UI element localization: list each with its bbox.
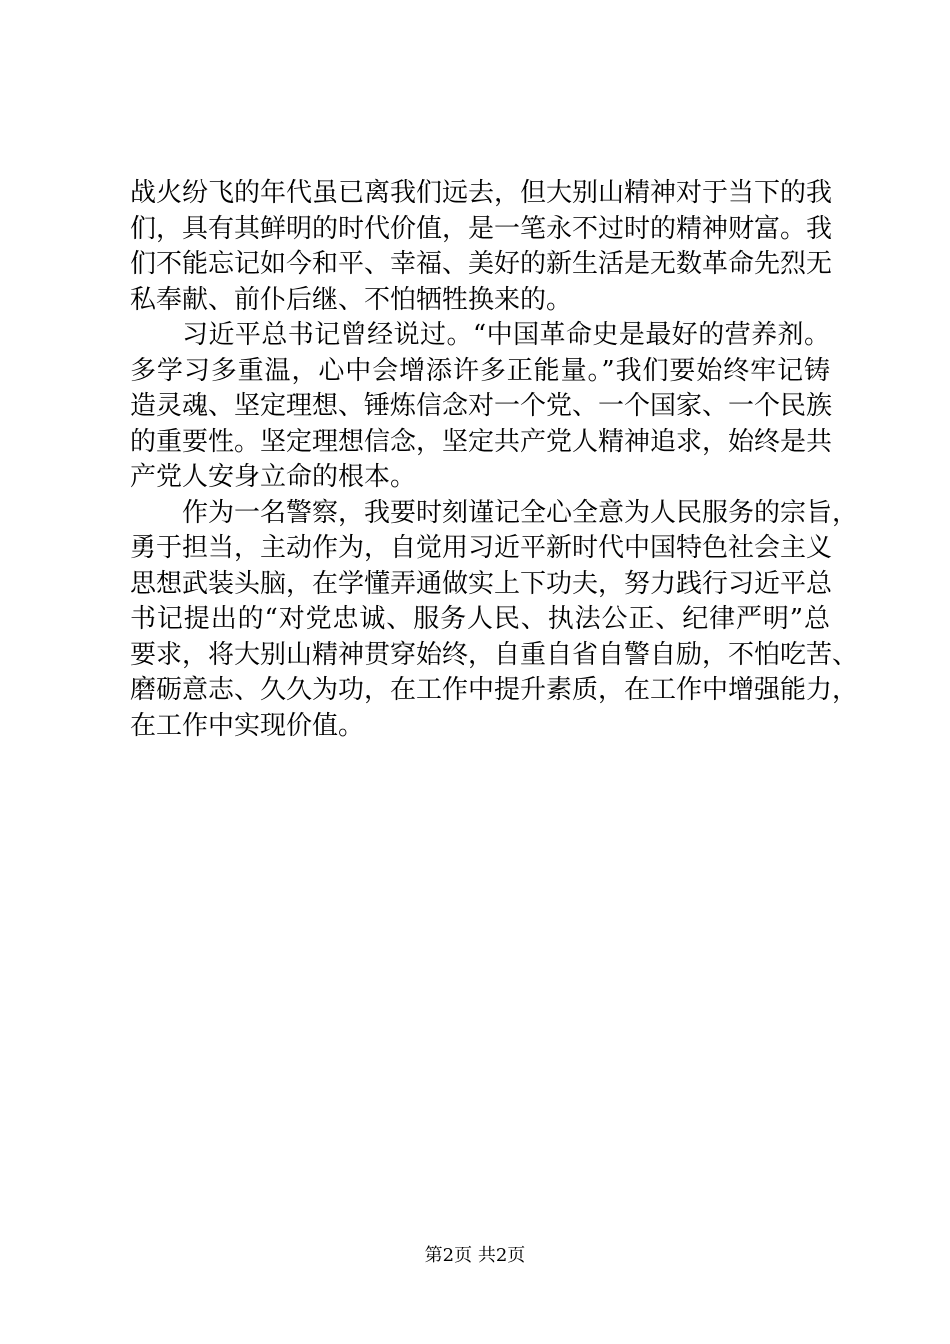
paragraph-3-line-3: 思想武装头脑，在学懂弄通做实上下功夫，努力践行习近平总 (130, 568, 833, 599)
paragraph-1-line-1: 战火纷飞的年代虽已离我们远去，但大别山精神对于当下的我 (130, 178, 833, 208)
paragraph-3-line-5: 要求，将大别山精神贯穿始终，自重自省自警自励，不怕吃苦、 (130, 639, 859, 670)
body-text (130, 176, 859, 744)
paragraph-2-line-2: 多学习多重温，心中会增添许多正能量。”我们要始终牢记铸 (130, 355, 830, 386)
paragraph-3-line-1: 作为一名警察，我要时刻谨记全心全意为人民服务的宗旨， (182, 497, 859, 528)
paragraph-1-line-2: 们，具有其鲜明的时代价值，是一笔永不过时的精神财富。我 (130, 213, 833, 244)
paragraph-3-line-6: 磨砺意志、久久为功，在工作中提升素质，在工作中增强能力， (130, 675, 859, 705)
paragraph-1-line-3: 们不能忘记如今和平、幸福、美好的新生活是无数革命先烈无 (130, 249, 833, 279)
paragraph-2-line-3: 造灵魂、坚定理想、锤炼信念对一个党、一个国家、一个民族 (130, 391, 833, 421)
paragraph-3-line-4: 书记提出的“对党忠诚、服务人民、执法公正、纪律严明”总 (130, 604, 830, 634)
paragraph-2-line-5: 产党人安身立命的根本。 (130, 462, 417, 492)
page-footer: 第2页 共2页 (424, 1245, 526, 1266)
paragraph-2-line-4: 的重要性。坚定理想信念，坚定共产党人精神追求，始终是共 (130, 426, 833, 457)
paragraph-1-line-4: 私奉献、前仆后继、不怕牺牲换来的。 (130, 284, 573, 315)
paragraph-3-line-7: 在工作中实现价值。 (130, 710, 365, 741)
paragraph-3-line-2: 勇于担当，主动作为，自觉用习近平新时代中国特色社会主义 (130, 533, 833, 563)
paragraph-2-line-1: 习近平总书记曾经说过。“中国革命史是最好的营养剂。 (182, 320, 830, 350)
